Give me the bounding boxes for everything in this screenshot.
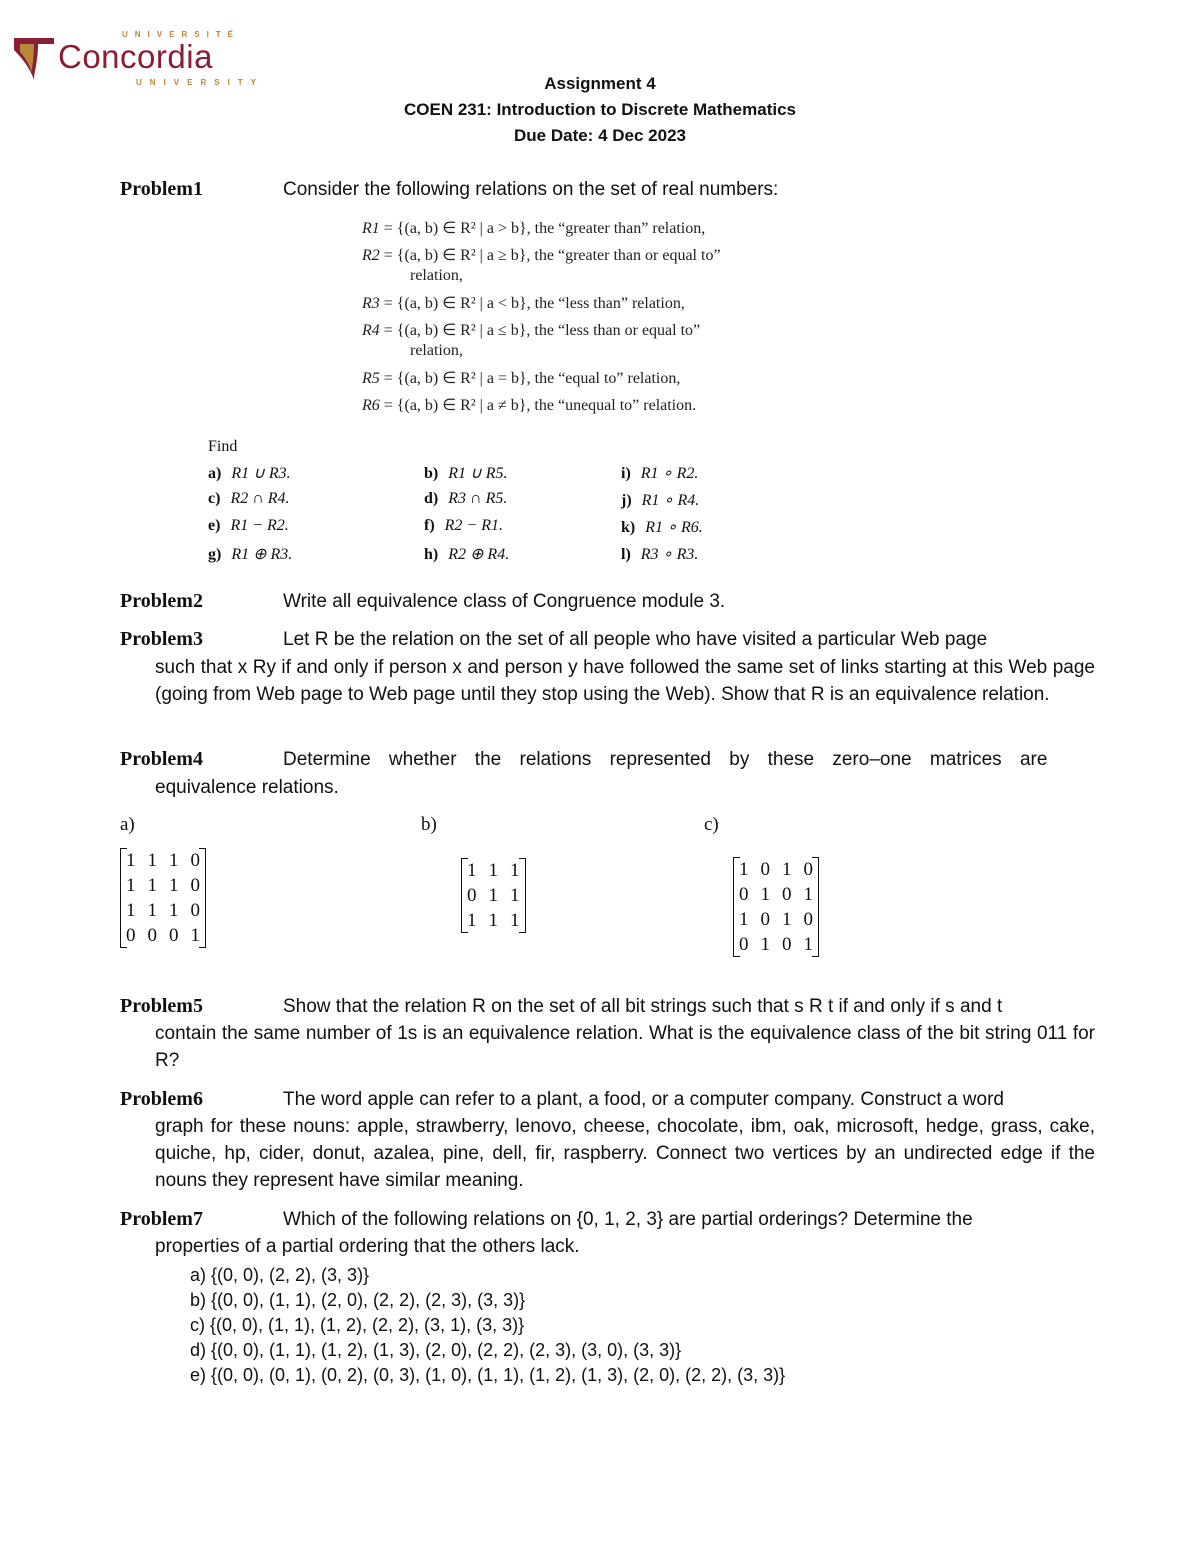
matrix-cell: 1 <box>467 909 477 931</box>
find-item: g) R1 ⊕ R3. <box>208 546 293 563</box>
problem-label: Problem3 <box>120 628 203 650</box>
problem-3 <box>120 626 1095 736</box>
problem-text: Let R be the relation on the set of all people who have visited a particular Web page <box>283 629 988 650</box>
matrix-row <box>120 923 206 948</box>
matrix-cell: 1 <box>126 874 136 896</box>
find-item: h) R2 ⊕ R4. <box>424 546 510 563</box>
matrix-cell: 1 <box>760 883 770 905</box>
matrix-row <box>461 908 526 933</box>
matrix-cell: 1 <box>739 858 749 880</box>
problem-text-cont: graph for these nouns: apple, strawberry, lenovo, cheese, chocolate, ibm, oak, microsoft, hedge, grass, cake, quiche, hp, cider, donut, azalea, pine, dell, fir, raspberry. Connect two vertices by an undirected edge if the nouns they represent have similar meaning. <box>155 1116 1095 1191</box>
matrix-row <box>120 848 206 873</box>
option-item: d) {(0, 0), (1, 1), (1, 2), (1, 3), (2, 0), (2, 2), (2, 3), (3, 0), (3, 3)} <box>190 1340 682 1360</box>
problem-text: Which of the following relations on {0, 1, 2, 3} are partial orderings? Determine the <box>283 1209 973 1230</box>
matrix-cell: 1 <box>488 909 498 931</box>
matrix-cell: 0 <box>126 924 136 946</box>
problem-6 <box>120 1086 1095 1201</box>
matrix-cell: 1 <box>126 849 136 871</box>
problem-text-cont: properties of a partial ordering that the others lack. <box>155 1236 580 1257</box>
problem-2 <box>120 588 1095 618</box>
relation-def-cont: relation, <box>410 342 463 359</box>
problem-label: Problem6 <box>120 1088 203 1110</box>
problem-text-cont: equivalence relations. <box>155 777 339 798</box>
matrix-cell: 1 <box>510 884 520 906</box>
find-item: i) R1 ∘ R2. <box>621 465 699 482</box>
matrix-cell: 0 <box>467 884 477 906</box>
relation-def: R1 = {(a, b) ∈ R² | a > b}, the “greater than” relation, <box>362 220 706 237</box>
relation-def: R4 = {(a, b) ∈ R² | a ≤ b}, the “less than or equal to” <box>362 322 701 339</box>
problem-text: Consider the following relations on the set of real numbers: <box>283 179 779 200</box>
problem-label: Problem7 <box>120 1208 203 1230</box>
matrix-cell: 0 <box>739 883 749 905</box>
matrix-c <box>733 857 819 957</box>
matrix-cell: 0 <box>760 908 770 930</box>
matrix-cell: 1 <box>510 909 520 931</box>
matrix-cell: 1 <box>803 933 813 955</box>
matrix-cell: 1 <box>147 849 157 871</box>
matrix-cell: 0 <box>760 858 770 880</box>
matrix-cell: 1 <box>488 859 498 881</box>
matrix-cell: 0 <box>782 883 792 905</box>
matrix-row <box>733 857 819 882</box>
matrix-cell: 1 <box>510 859 520 881</box>
partial-order-options <box>190 1263 785 1388</box>
problem-text-cont: contain the same number of 1s is an equivalence relation. What is the equivalence class of the bit string 011 for R? <box>155 1023 1095 1071</box>
relation-def: R2 = {(a, b) ∈ R² | a ≥ b}, the “greater than or equal to” <box>362 247 721 264</box>
matrix-cell: 0 <box>169 924 179 946</box>
matrix-row <box>120 873 206 898</box>
find-item: e) R1 − R2. <box>208 517 289 534</box>
problem-4 <box>120 746 1095 806</box>
matrix-cell: 1 <box>147 874 157 896</box>
matrix-cell: 1 <box>467 859 477 881</box>
assignment-title: Assignment 4 <box>544 74 656 93</box>
problem-1 <box>120 176 1095 206</box>
matrix-cell: 0 <box>739 933 749 955</box>
matrix-cell: 1 <box>169 899 179 921</box>
problem-text: Show that the relation R on the set of all bit strings such that s R t if and only if s and t <box>283 996 1003 1017</box>
matrix-row <box>733 907 819 932</box>
find-item: c) R2 ∩ R4. <box>208 490 290 507</box>
problem-7 <box>120 1206 1095 1266</box>
option-item: b) {(0, 0), (1, 1), (2, 0), (2, 2), (2, 3), (3, 3)} <box>190 1290 526 1310</box>
matrix-cell: 1 <box>803 883 813 905</box>
option-item: a) {(0, 0), (2, 2), (3, 3)} <box>190 1265 370 1285</box>
matrix-row <box>120 898 206 923</box>
matrix-cell: 0 <box>803 908 813 930</box>
relation-def-cont: relation, <box>410 267 463 284</box>
matrix-row <box>733 932 819 957</box>
matrix-cell: 1 <box>782 908 792 930</box>
matrix-cell: 0 <box>190 849 200 871</box>
problem-label: Problem5 <box>120 995 203 1017</box>
problem-text: Write all equivalence class of Congruence module 3. <box>283 591 726 612</box>
matrix-a <box>120 848 206 948</box>
matrix-row <box>461 858 526 883</box>
problem-5 <box>120 993 1095 1078</box>
matrix-cell: 1 <box>760 933 770 955</box>
problem-text: Determine whether the relations represented by these zero–one matrices are <box>283 749 1048 770</box>
logo-wordmark: Concordia <box>58 38 213 75</box>
due-date: Due Date: 4 Dec 2023 <box>514 126 686 145</box>
matrix-cell: 0 <box>782 933 792 955</box>
relation-def: R6 = {(a, b) ∈ R² | a ≠ b}, the “unequal to” relation. <box>362 397 697 414</box>
matrix-cell: 0 <box>190 899 200 921</box>
matrix-cell: 1 <box>739 908 749 930</box>
find-item: l) R3 ∘ R3. <box>621 546 699 563</box>
find-item: k) R1 ∘ R6. <box>621 519 703 536</box>
course-title: COEN 231: Introduction to Discrete Mathematics <box>403 100 797 119</box>
option-item: e) {(0, 0), (0, 1), (0, 2), (0, 3), (1, 0), (1, 1), (1, 2), (1, 3), (2, 0), (2, 2), (3, 3)} <box>190 1365 786 1385</box>
problem-label: Problem1 <box>120 178 203 200</box>
find-item: f) R2 − R1. <box>424 517 503 534</box>
find-item: d) R3 ∩ R5. <box>424 490 508 507</box>
relation-def: R5 = {(a, b) ∈ R² | a = b}, the “equal to” relation, <box>362 370 681 387</box>
find-item: a) R1 ∪ R3. <box>208 465 291 482</box>
matrix-cell: 0 <box>147 924 157 946</box>
matrix-cell: 0 <box>803 858 813 880</box>
matrix-cell: 1 <box>190 924 200 946</box>
find-heading: Find <box>208 438 238 455</box>
matrix-label-a: a) <box>120 814 135 835</box>
logo-bottom-text: UNIVERSITY <box>136 78 265 87</box>
problem-label: Problem4 <box>120 748 203 770</box>
problem-label: Problem2 <box>120 590 203 612</box>
find-item: j) R1 ∘ R4. <box>621 492 700 509</box>
matrix-cell: 1 <box>169 874 179 896</box>
matrix-label-b: b) <box>421 814 437 835</box>
logo-top-text: UNIVERSITÉ <box>122 30 241 39</box>
option-item: c) {(0, 0), (1, 1), (1, 2), (2, 2), (3, 1), (3, 3)} <box>190 1315 525 1335</box>
matrix-cell: 0 <box>190 874 200 896</box>
matrix-cell: 1 <box>126 899 136 921</box>
matrix-row <box>461 883 526 908</box>
matrix-label-c: c) <box>704 814 719 835</box>
matrix-cell: 1 <box>147 899 157 921</box>
matrix-b <box>461 858 526 933</box>
matrix-row <box>733 882 819 907</box>
matrix-cell: 1 <box>488 884 498 906</box>
problem-text-cont: such that x Ry if and only if person x and person y have followed the same set of links starting at this Web page (going from Web page to Web page until they stop using the Web). Show that R is an equivalence relation. <box>155 657 1095 705</box>
relation-def: R3 = {(a, b) ∈ R² | a < b}, the “less than” relation, <box>362 295 685 312</box>
problem-text: The word apple can refer to a plant, a food, or a computer company. Construct a word <box>283 1089 1004 1110</box>
matrix-cell: 1 <box>782 858 792 880</box>
matrix-cell: 1 <box>169 849 179 871</box>
find-item: b) R1 ∪ R5. <box>424 465 508 482</box>
